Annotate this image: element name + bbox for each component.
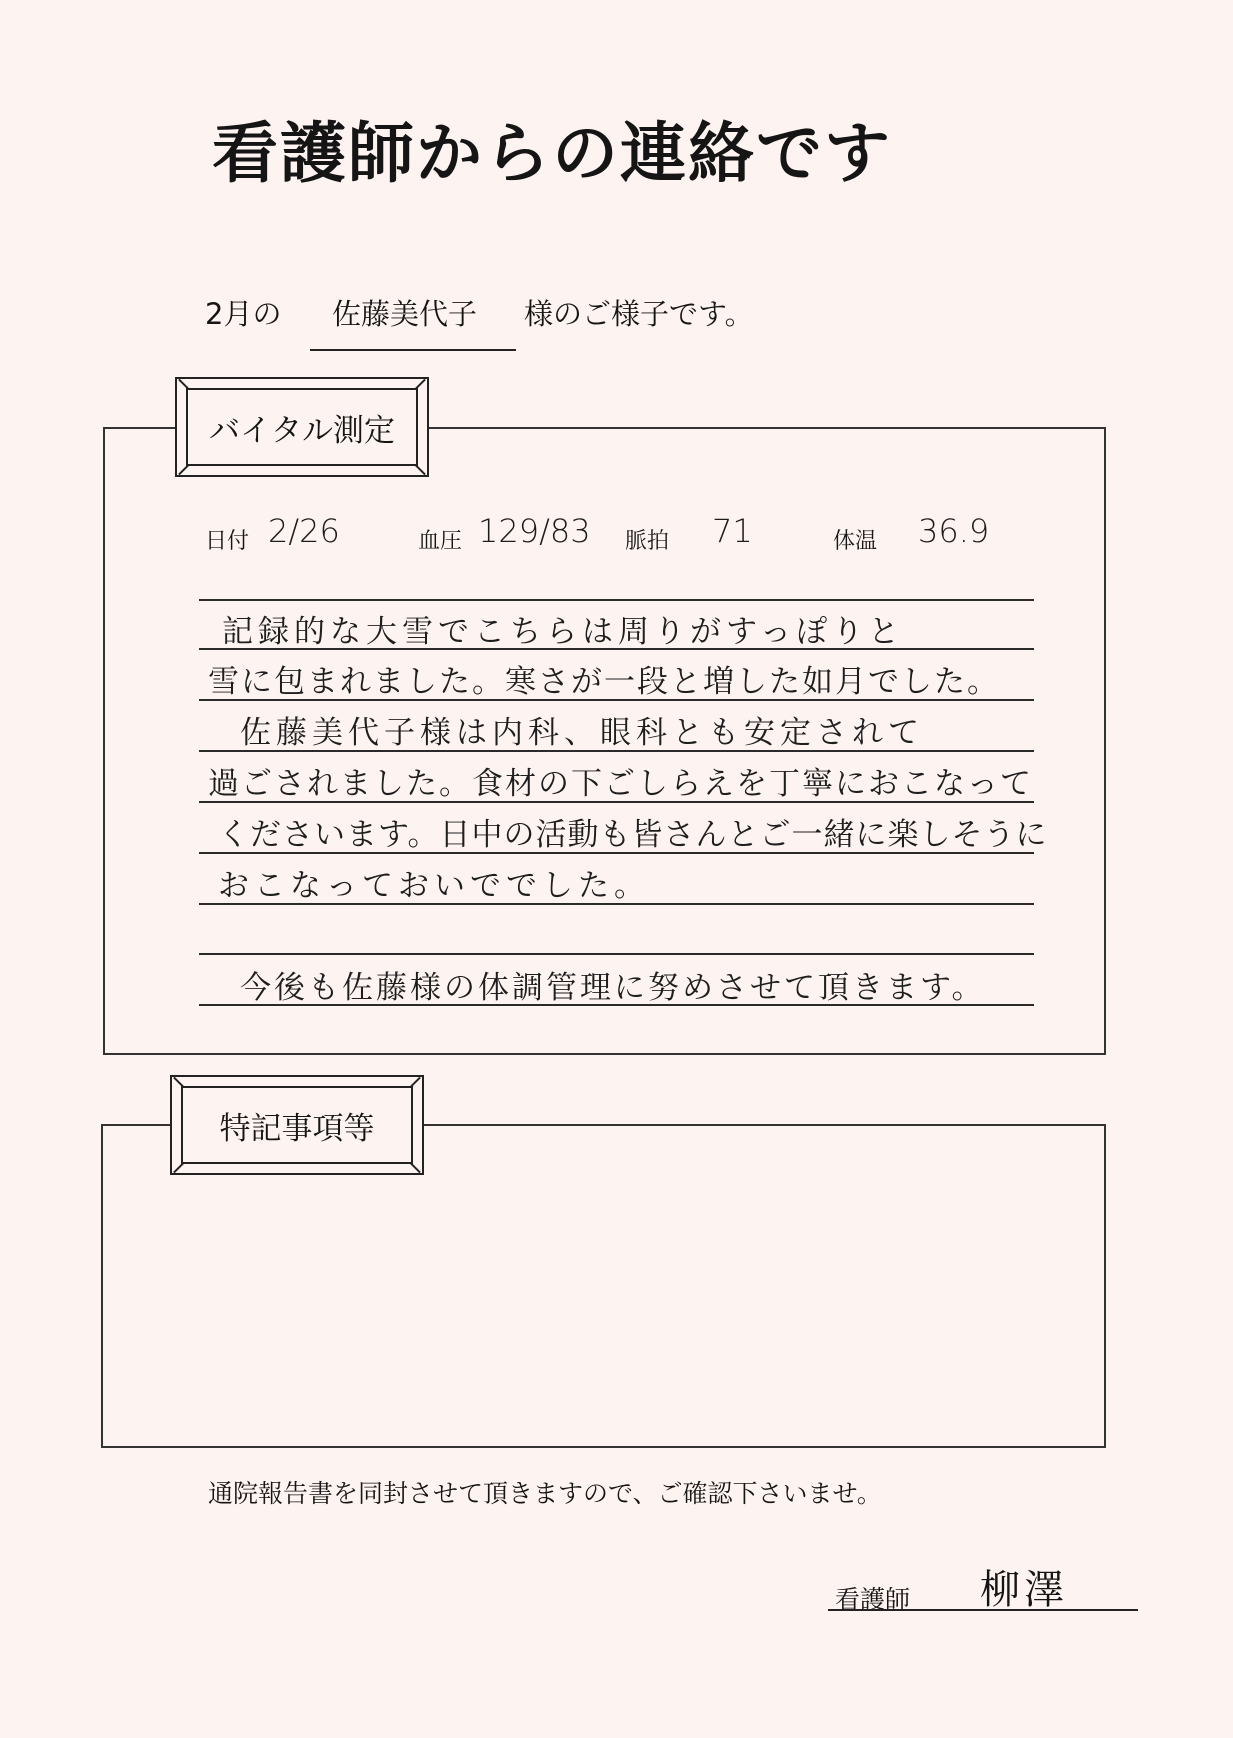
ruled-line bbox=[199, 599, 1034, 601]
signature-line bbox=[828, 1609, 1138, 1611]
ruled-line bbox=[199, 953, 1034, 955]
note-line: おこなっておいででした。 bbox=[218, 868, 650, 904]
patient-name: 佐藤美代子 bbox=[332, 297, 478, 331]
temperature-value: 36.9 bbox=[918, 512, 990, 550]
pulse-value: 71 bbox=[712, 512, 753, 550]
note-line: 佐藤美代子様は内科、眼科とも安定されて bbox=[240, 715, 924, 751]
vitals-heading: バイタル測定 bbox=[186, 388, 418, 466]
pulse-label: 脈拍 bbox=[625, 529, 670, 554]
blood-pressure-value: 129/83 bbox=[478, 512, 591, 550]
patient-name-underline bbox=[310, 349, 516, 351]
signature-label: 看護師 bbox=[835, 1585, 911, 1614]
vitals-heading-frame bbox=[175, 377, 429, 477]
date-label: 日付 bbox=[205, 529, 250, 554]
special-heading: 特記事項等 bbox=[181, 1086, 413, 1164]
footer-note: 通院報告書を同封させて頂きますので、ご確認下さいませ。 bbox=[208, 1479, 882, 1508]
date-value: 2/26 bbox=[268, 512, 340, 550]
note-line: 雪に包まれました。寒さが一段と増した如月でした。 bbox=[208, 664, 1000, 700]
intro-month: 2月の bbox=[205, 297, 282, 331]
blood-pressure-label: 血圧 bbox=[418, 529, 463, 554]
page-title: 看護師からの連絡です bbox=[212, 115, 892, 192]
special-heading-frame bbox=[170, 1075, 424, 1175]
note-line: 過ごされました。食材の下ごしらえを丁寧におこなって bbox=[208, 766, 1033, 802]
note-line: 記録的な大雪でこちらは周りがすっぽりと bbox=[222, 614, 905, 650]
signature-name: 柳澤 bbox=[980, 1567, 1068, 1613]
intro-suffix: 様のご様子です。 bbox=[524, 297, 754, 331]
note-line: くださいます。日中の活動も皆さんとご一緒に楽しそうに bbox=[218, 817, 1048, 853]
note-line: 今後も佐藤様の体調管理に努めさせて頂きます。 bbox=[240, 970, 986, 1006]
temperature-label: 体温 bbox=[833, 529, 878, 554]
